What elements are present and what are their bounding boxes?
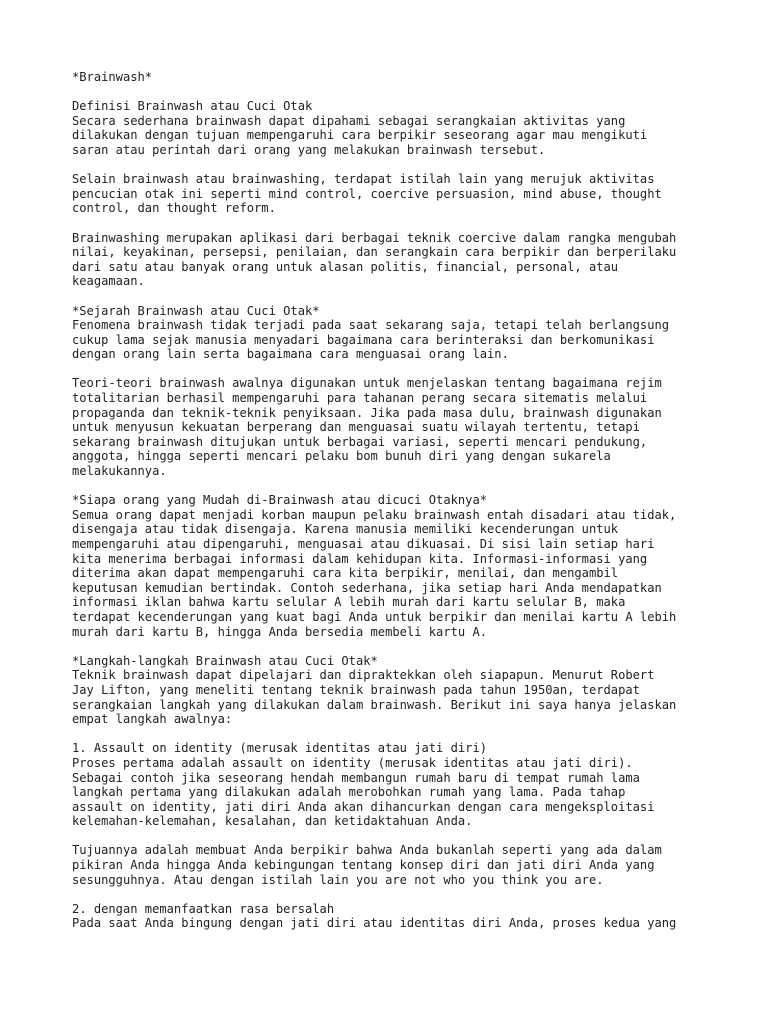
paragraph xyxy=(72,304,752,362)
text-line: propaganda dan teknik-teknik penyiksaan. Jika pada masa dulu, brainwash digunakan xyxy=(72,405,662,420)
text-line: Fenomena brainwash tidak terjadi pada saat sekarang saja, tetapi telah berlangsung xyxy=(72,318,670,333)
paragraph xyxy=(72,99,752,157)
text-line: pikiran Anda hingga Anda kebingungan tentang konsep diri dan jati diri Anda yang xyxy=(72,858,655,873)
text-line: Secara sederhana brainwash dapat dipahami sebagai serangkaian aktivitas yang xyxy=(72,113,626,128)
text-line: dilakukan dengan tujuan mempengaruhi cara berpikir seseorang agar mau mengikuti xyxy=(72,128,648,143)
text-line: Definisi Brainwash atau Cuci Otak xyxy=(72,99,313,114)
paragraph xyxy=(72,70,752,85)
text-line: terdapat kecenderungan yang kuat bagi Anda untuk berpikir dan menilai kartu A lebih xyxy=(72,609,677,624)
text-line: melakukannya. xyxy=(72,464,167,479)
paragraph-spacer xyxy=(72,639,752,654)
paragraph xyxy=(72,902,752,931)
paragraph xyxy=(72,376,752,478)
text-line: empat langkah awalnya: xyxy=(72,712,233,727)
text-line: informasi iklan bahwa kartu selular A lebih murah dari kartu selular B, maka xyxy=(72,595,626,610)
paragraph-spacer xyxy=(72,362,752,377)
text-line: assault on identity, jati diri Anda akan dihancurkan dengan cara mengeksploitasi xyxy=(72,799,655,814)
section-heading: *Sejarah Brainwash atau Cuci Otak* xyxy=(72,303,320,318)
paragraph xyxy=(72,231,752,289)
text-line: Teori-teori brainwash awalnya digunakan untuk menjelaskan tentang bagaimana rejim xyxy=(72,376,662,391)
paragraph-spacer xyxy=(72,289,752,304)
paragraph-spacer xyxy=(72,216,752,231)
paragraph-spacer xyxy=(72,85,752,100)
text-line: mempengaruhi atau dipengaruhi, menguasai atau dikuasai. Di sisi lain setiap hari xyxy=(72,537,655,551)
text-line: sesungguhnya. Atau dengan istilah lain you are not who you think you are. xyxy=(72,872,604,887)
paragraph-spacer xyxy=(72,479,752,494)
document-text xyxy=(72,70,752,931)
text-line: langkah pertama yang dilakukan adalah merobohkan rumah yang lama. Pada tahap xyxy=(72,785,626,800)
text-line: sekarang brainwash ditujukan untuk berbagai variasi, seperti mencari pendukung, xyxy=(72,434,648,449)
section-heading: *Langkah-langkah Brainwash atau Cuci Otak* xyxy=(72,653,378,668)
paragraph xyxy=(72,843,752,887)
text-line: disengaja atau tidak disengaja. Karena manusia memiliki kecenderungan untuk xyxy=(72,522,619,537)
paragraph xyxy=(72,493,752,639)
text-line: 1. Assault on identity (merusak identitas atau jati diri) xyxy=(72,741,488,756)
text-line: totalitarian berhasil mempengaruhi para tahanan perang secara sitematis melalui xyxy=(72,391,648,406)
text-line: control, dan thought reform. xyxy=(72,201,276,216)
text-line: kelemahan-kelemahan, kesalahan, dan ketidaktahuan Anda. xyxy=(72,814,473,829)
text-line: keputusan kemudian bertindak. Contoh sederhana, jika setiap hari Anda mendapatkan xyxy=(72,580,662,595)
paragraph-spacer xyxy=(72,887,752,902)
section-heading: *Brainwash* xyxy=(72,70,153,84)
text-line: kita menerima berbagai informasi dalam kehidupan kita. Informasi-informasi yang xyxy=(72,551,648,566)
text-line: untuk menyusun kekuatan berperang dan menguasai suatu wilayah tertentu, tetapi xyxy=(72,420,640,435)
text-line: Selain brainwash atau brainwashing, terdapat istilah lain yang merujuk aktivitas xyxy=(72,172,655,187)
text-line: saran atau perintah dari orang yang melakukan brainwash tersebut. xyxy=(72,142,546,157)
text-line: Pada saat Anda bingung dengan jati diri atau identitas diri Anda, proses kedua yang xyxy=(72,916,677,931)
paragraph xyxy=(72,172,752,216)
text-line: diterima akan dapat mempengaruhi cara kita berpikir, menilai, dan mengambil xyxy=(72,566,619,581)
text-line: pencucian otak ini seperti mind control, coercive persuasion, mind abuse, thought xyxy=(72,186,662,201)
text-line: Sebagai contoh jika seseorang hendah membangun rumah baru di tempat rumah lama xyxy=(72,770,640,785)
section-heading: *Siapa orang yang Mudah di-Brainwash atau dicuci Otaknya* xyxy=(72,493,488,508)
text-line: anggota, hingga seperti mencari pelaku bom bunuh diri yang dengan sukarela xyxy=(72,449,611,464)
text-line: keagamaan. xyxy=(72,274,145,289)
text-line: 2. dengan memanfaatkan rasa bersalah xyxy=(72,901,335,916)
text-line: nilai, keyakinan, persepsi, penilaian, dan serangkain cara berpikir dan berperilaku xyxy=(72,245,677,260)
text-line: Jay Lifton, yang meneliti tentang teknik brainwash pada tahun 1950an, terdapat xyxy=(72,682,640,697)
paragraph xyxy=(72,654,752,727)
text-line: dengan orang lain serta bagaimana cara menguasai orang lain. xyxy=(72,347,509,362)
paragraph-spacer xyxy=(72,158,752,173)
text-line: Semua orang dapat menjadi korban maupun pelaku brainwash entah disadari atau tidak, xyxy=(72,507,677,522)
paragraph-spacer xyxy=(72,829,752,844)
paragraph-spacer xyxy=(72,727,752,742)
text-line: dari satu atau banyak orang untuk alasan politis, financial, personal, atau xyxy=(72,259,619,274)
paragraph xyxy=(72,741,752,829)
text-line: Tujuannya adalah membuat Anda berpikir bahwa Anda bukanlah seperti yang ada dalam xyxy=(72,843,662,858)
text-line: serangkaian langkah yang dilakukan dalam brainwash. Berikut ini saya hanya jelaskan xyxy=(72,697,677,712)
text-line: murah dari kartu B, hingga Anda bersedia membeli kartu A. xyxy=(72,624,488,639)
text-line: cukup lama sejak manusia menyadari bagaimana cara berinteraksi dan berkomunikasi xyxy=(72,332,655,347)
text-line: Teknik brainwash dapat dipelajari dan dipraktekkan oleh siapapun. Menurut Robert xyxy=(72,668,655,683)
text-line: Brainwashing merupakan aplikasi dari berbagai teknik coercive dalam rangka mengubah xyxy=(72,230,677,245)
text-line: Proses pertama adalah assault on identity (merusak identitas atau jati diri). xyxy=(72,755,633,770)
